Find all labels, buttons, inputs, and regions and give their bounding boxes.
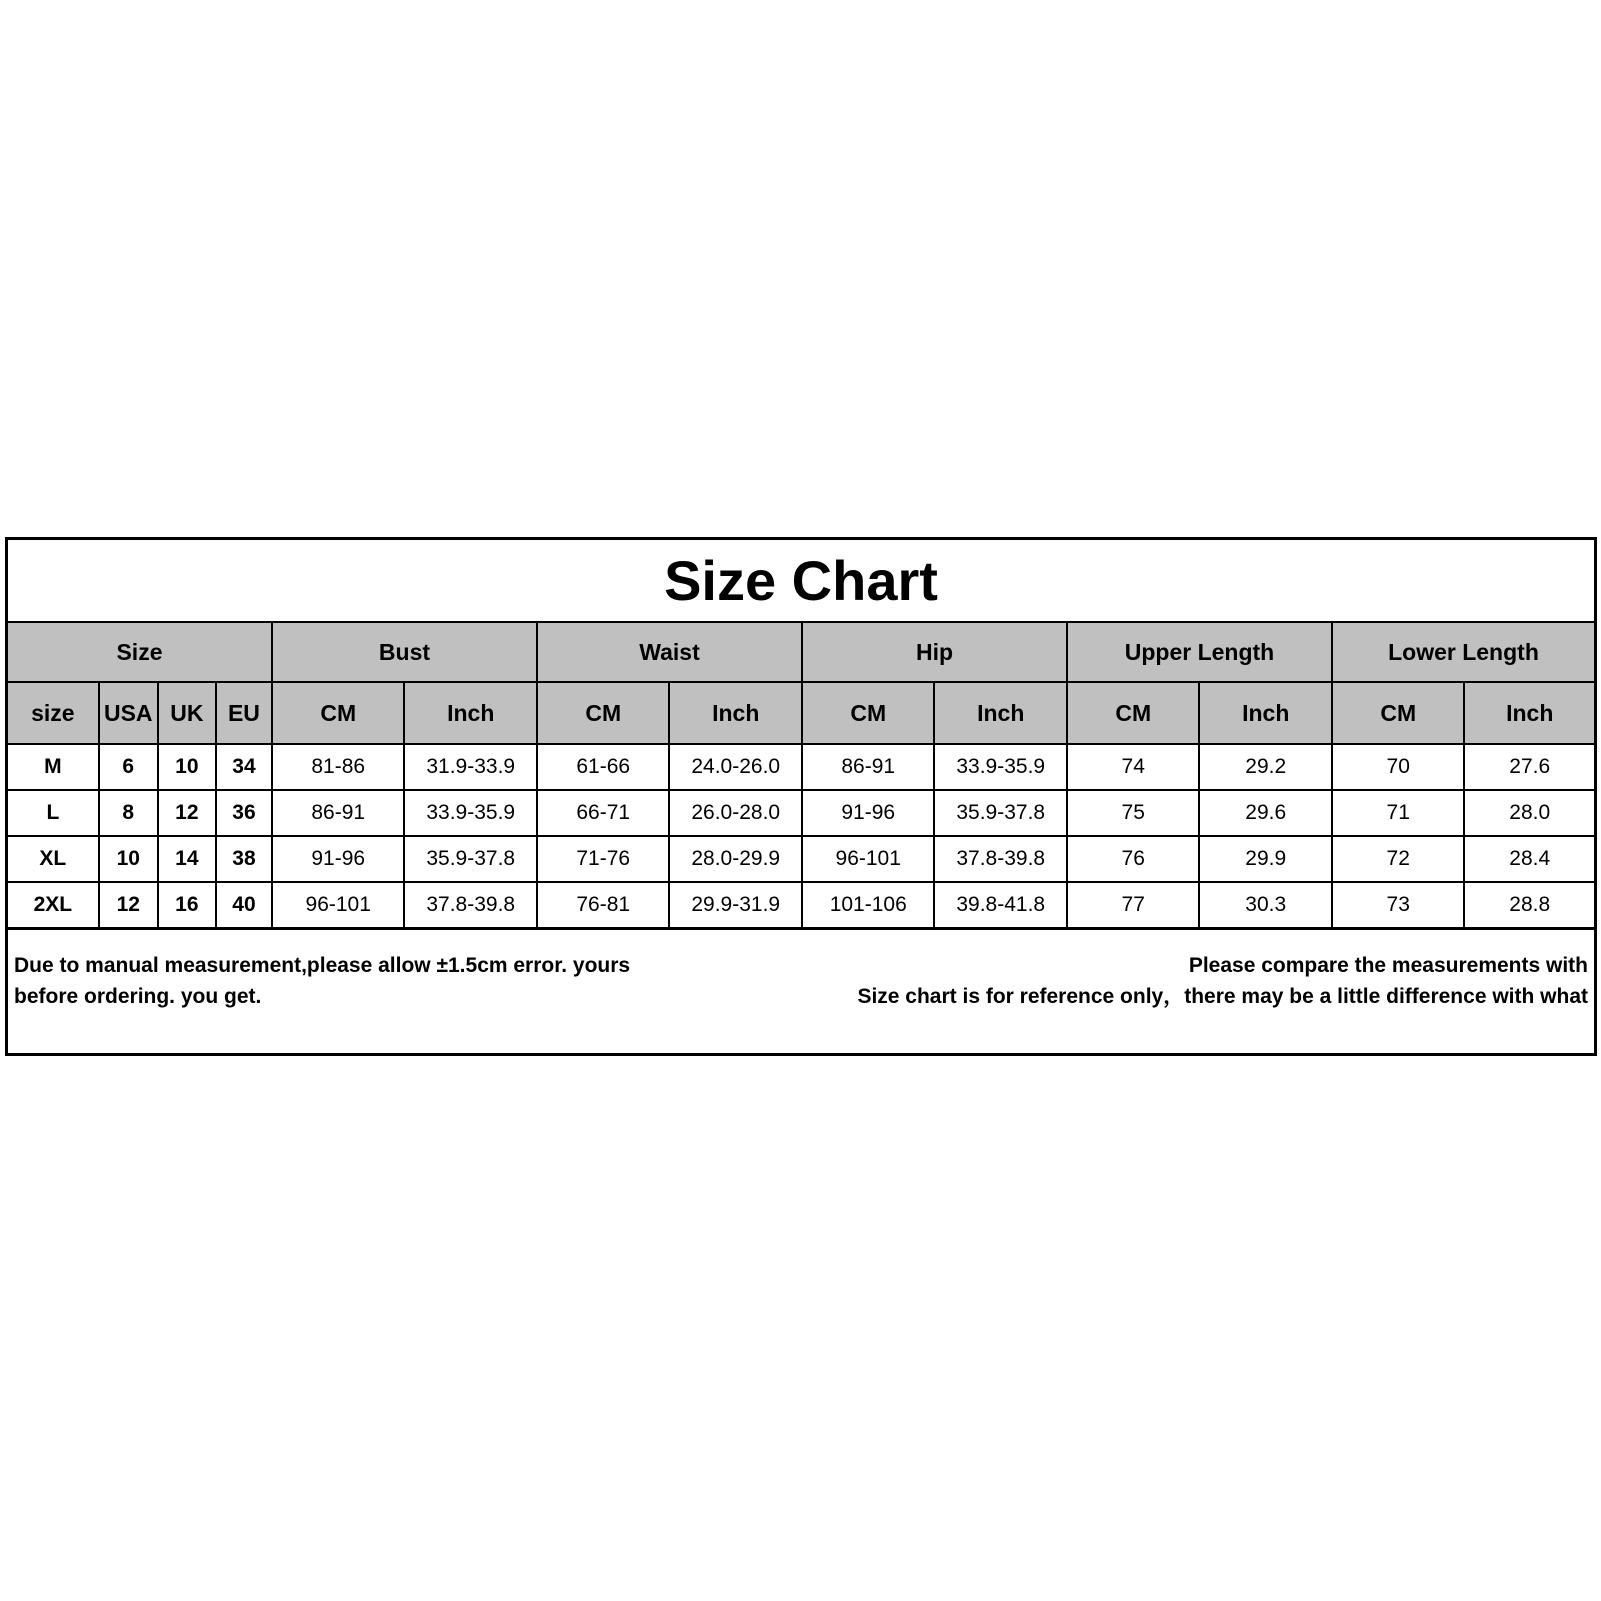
size-table (8, 623, 1594, 929)
table-cell: 12 (158, 790, 216, 836)
table-cell: 72 (1332, 836, 1465, 882)
table-cell: 36 (216, 790, 272, 836)
table-cell: XL (8, 836, 99, 882)
note-right (728, 950, 1588, 1012)
table-cell: 86-91 (802, 744, 935, 790)
table-cell: 16 (158, 882, 216, 928)
table-cell: 10 (99, 836, 158, 882)
group-header: Size (8, 623, 272, 682)
table-cell: 91-96 (802, 790, 935, 836)
table-cell: 6 (99, 744, 158, 790)
table-row (8, 882, 1594, 928)
table-cell: 66-71 (537, 790, 670, 836)
column-header: Inch (1199, 682, 1332, 744)
table-cell: 71-76 (537, 836, 670, 882)
column-header: CM (1332, 682, 1465, 744)
table-cell: 96-101 (272, 882, 405, 928)
table-cell: 33.9-35.9 (404, 790, 537, 836)
table-cell: 10 (158, 744, 216, 790)
column-header: Inch (1464, 682, 1594, 744)
table-cell: 74 (1067, 744, 1200, 790)
table-cell: 71 (1332, 790, 1465, 836)
table-row (8, 836, 1594, 882)
table-cell: 73 (1332, 882, 1465, 928)
column-header: CM (272, 682, 405, 744)
note-left: Due to manual measurement,please allow ±1.5cm error. yours before ordering. you get. (14, 954, 631, 1008)
sub-header-row (8, 682, 1594, 744)
table-cell: 28.4 (1464, 836, 1594, 882)
table-cell: 28.0-29.9 (669, 836, 802, 882)
column-header: Inch (404, 682, 537, 744)
table-cell: 29.9-31.9 (669, 882, 802, 928)
note-right-line: Please compare the measurements with (1188, 954, 1588, 977)
table-cell: M (8, 744, 99, 790)
column-header: Inch (934, 682, 1067, 744)
table-cell: 29.6 (1199, 790, 1332, 836)
table-cell: 35.9-37.8 (404, 836, 537, 882)
table-cell: 34 (216, 744, 272, 790)
table-cell: 30.3 (1199, 882, 1332, 928)
column-header: CM (802, 682, 935, 744)
table-cell: 29.2 (1199, 744, 1332, 790)
table-row (8, 744, 1594, 790)
group-header: Lower Length (1332, 623, 1594, 682)
group-header-row (8, 623, 1594, 682)
table-cell: 96-101 (802, 836, 935, 882)
table-cell: 70 (1332, 744, 1465, 790)
table-cell: 24.0-26.0 (669, 744, 802, 790)
table-cell: 75 (1067, 790, 1200, 836)
group-header: Bust (272, 623, 537, 682)
column-header: Inch (669, 682, 802, 744)
table-cell: 76-81 (537, 882, 670, 928)
group-header: Upper Length (1067, 623, 1332, 682)
table-cell: 77 (1067, 882, 1200, 928)
column-header: size (8, 682, 99, 744)
chart-title: Size Chart (8, 540, 1594, 623)
table-cell: 37.8-39.8 (404, 882, 537, 928)
table-cell: 14 (158, 836, 216, 882)
size-chart (5, 537, 1597, 1056)
table-cell: 38 (216, 836, 272, 882)
table-row (8, 790, 1594, 836)
column-header: EU (216, 682, 272, 744)
table-cell: 35.9-37.8 (934, 790, 1067, 836)
table-cell: 86-91 (272, 790, 405, 836)
table-cell: 31.9-33.9 (404, 744, 537, 790)
table-cell: 26.0-28.0 (669, 790, 802, 836)
table-cell: 12 (99, 882, 158, 928)
column-header: CM (537, 682, 670, 744)
column-header: CM (1067, 682, 1200, 744)
table-cell: 40 (216, 882, 272, 928)
table-cell: 2XL (8, 882, 99, 928)
table-cell: L (8, 790, 99, 836)
table-cell: 27.6 (1464, 744, 1594, 790)
table-cell: 28.0 (1464, 790, 1594, 836)
group-header: Waist (537, 623, 802, 682)
table-cell: 33.9-35.9 (934, 744, 1067, 790)
notes (8, 929, 1594, 1055)
table-cell: 76 (1067, 836, 1200, 882)
table-cell: 8 (99, 790, 158, 836)
group-header: Hip (802, 623, 1067, 682)
table-cell: 28.8 (1464, 882, 1594, 928)
table-cell: 81-86 (272, 744, 405, 790)
table-cell: 61-66 (537, 744, 670, 790)
table-cell: 37.8-39.8 (934, 836, 1067, 882)
note-right-line: Size chart is for reference only，there may be a little difference with what (857, 985, 1588, 1008)
table-cell: 39.8-41.8 (934, 882, 1067, 928)
table-cell: 29.9 (1199, 836, 1332, 882)
column-header: UK (158, 682, 216, 744)
column-header: USA (99, 682, 158, 744)
table-cell: 91-96 (272, 836, 405, 882)
table-cell: 101-106 (802, 882, 935, 928)
